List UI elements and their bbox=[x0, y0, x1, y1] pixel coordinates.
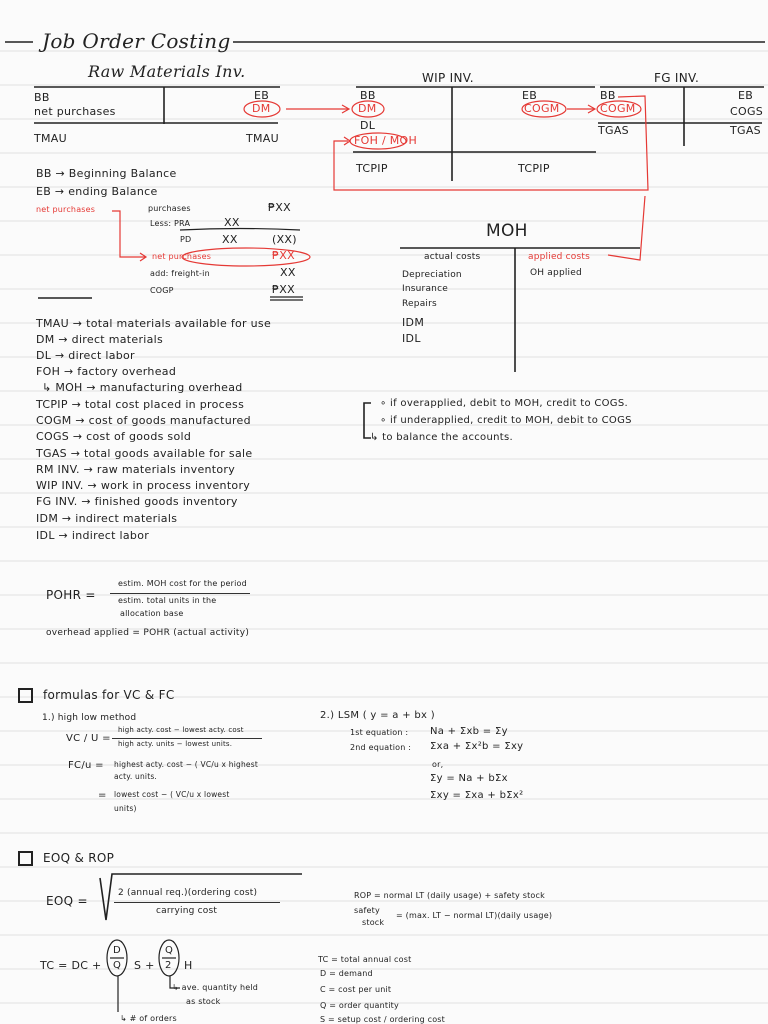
checkbox-icon[interactable] bbox=[18, 688, 33, 703]
lsm-eq2: Σxa + Σx²b = Σxy bbox=[430, 741, 524, 752]
overhead-applied: overhead applied = POHR (actual activity) bbox=[46, 628, 250, 638]
rm-tmau-right: TMAU bbox=[246, 132, 279, 145]
np-line-3-col2: (XX) bbox=[272, 233, 297, 246]
abbrev-tcpip: TCPIP → total cost placed in process bbox=[36, 398, 245, 411]
legend-q: Q = order quantity bbox=[320, 1001, 399, 1010]
tc-h: H bbox=[184, 959, 193, 972]
tc-d: D bbox=[113, 945, 122, 956]
eoq-fraction-bar bbox=[114, 902, 280, 903]
safety-stock-label-1: safety bbox=[354, 906, 380, 915]
np-line-4-col2: ₱XX bbox=[272, 249, 295, 262]
tc-q1: Q bbox=[113, 960, 122, 971]
legend-tc: TC = total annual cost bbox=[318, 955, 412, 964]
orders-cut: ↳ # of orders bbox=[120, 1014, 177, 1023]
wip-foh-moh: FOH / MOH bbox=[354, 134, 418, 147]
wip-cogm: COGM bbox=[524, 102, 560, 115]
wip-title: WIP INV. bbox=[422, 71, 474, 85]
moh-oh-applied: OH applied bbox=[530, 268, 582, 278]
lsm-alt-1: Σy = Na + bΣx bbox=[430, 773, 508, 784]
moh-note-underapplied: ∘ if underapplied, credit to MOH, debit to COGS bbox=[380, 415, 632, 426]
pohr-denominator-2: allocation base bbox=[120, 609, 184, 618]
eoq-rop-heading bbox=[18, 851, 114, 866]
np-line-5-col2: XX bbox=[280, 266, 296, 279]
wip-dl: DL bbox=[360, 119, 376, 132]
wip-bb: BB bbox=[360, 89, 376, 102]
vcu-numerator: high acty. cost − lowest acty. cost bbox=[118, 726, 244, 734]
rm-eb: EB bbox=[254, 89, 270, 102]
net-purchases-label: net purchases bbox=[36, 205, 96, 214]
np-line-5-label: add: freight-in bbox=[150, 269, 210, 278]
eoq-denominator: carrying cost bbox=[156, 906, 218, 916]
lsm-eq1: Na + Σxb = Σy bbox=[430, 726, 508, 737]
fg-tgas-right: TGAS bbox=[730, 124, 761, 137]
abbrev-dm: DM → direct materials bbox=[36, 333, 164, 346]
moh-title: MOH bbox=[486, 221, 528, 241]
fg-title: FG INV. bbox=[654, 71, 700, 85]
safety-stock-formula: = (max. LT − normal LT)(daily usage) bbox=[396, 911, 553, 920]
np-line-2-label: Less: PRA bbox=[150, 219, 191, 228]
abbrev-tmau: TMAU → total materials available for use bbox=[36, 317, 272, 330]
abbrev-idm: IDM → indirect materials bbox=[36, 512, 178, 525]
abbrev-rm-inv: RM INV. → raw materials inventory bbox=[36, 463, 236, 476]
np-line-6-col2: ₱XX bbox=[272, 283, 295, 296]
checkbox-icon[interactable] bbox=[18, 851, 33, 866]
abbrev-bb: BB → Beginning Balance bbox=[36, 167, 177, 180]
safety-stock-label-2: stock bbox=[362, 918, 385, 927]
abbrev-wip-inv: WIP INV. → work in process inventory bbox=[36, 479, 251, 492]
wip-eb: EB bbox=[522, 89, 538, 102]
abbrev-moh: ↳ MOH → manufacturing overhead bbox=[42, 381, 243, 394]
moh-idl: IDL bbox=[402, 332, 421, 345]
pohr-label: POHR = bbox=[46, 588, 96, 602]
lsm-title: 2.) LSM ( y = a + bx ) bbox=[320, 710, 435, 721]
eoq-numerator: 2 (annual req.)(ordering cost) bbox=[118, 888, 258, 898]
abbrev-dl: DL → direct labor bbox=[36, 349, 135, 362]
legend-s: S = setup cost / ordering cost bbox=[320, 1015, 446, 1024]
np-line-4-label: net purchases bbox=[152, 252, 212, 261]
eoq-label: EOQ = bbox=[46, 894, 88, 908]
np-line-2-col1: XX bbox=[224, 216, 240, 229]
lsm-or: or, bbox=[432, 760, 444, 769]
fcu-line-1: highest acty. cost − ( VC/u x highest bbox=[114, 760, 258, 769]
wip-dm: DM bbox=[358, 102, 377, 115]
tc-left: TC = DC + bbox=[40, 959, 102, 972]
fg-cogs: COGS bbox=[730, 105, 764, 118]
moh-note-overapplied: ∘ if overapplied, debit to MOH, credit to COGS. bbox=[380, 398, 628, 409]
tc-s: S + bbox=[134, 959, 155, 972]
vcu-fraction-bar bbox=[112, 738, 262, 739]
pohr-fraction-bar bbox=[110, 593, 250, 594]
lsm-alt-2: Σxy = Σxa + bΣx² bbox=[430, 790, 524, 801]
fg-tgas-left: TGAS bbox=[598, 124, 629, 137]
legend-c: C = cost per unit bbox=[320, 985, 392, 994]
abbrev-cogm: COGM → cost of goods manufactured bbox=[36, 414, 251, 427]
np-line-6-label: COGP bbox=[150, 286, 174, 295]
raw-materials-title: Raw Materials Inv. bbox=[88, 62, 246, 81]
fg-cogm: COGM bbox=[600, 102, 636, 115]
moh-repairs: Repairs bbox=[402, 299, 437, 309]
rop-formula: ROP = normal LT (daily usage) + safety stock bbox=[354, 891, 545, 900]
np-line-3-col1: XX bbox=[222, 233, 238, 246]
abbrev-cogs: COGS → cost of goods sold bbox=[36, 430, 192, 443]
moh-idm: IDM bbox=[402, 316, 425, 329]
np-line-1-col2: ₱XX bbox=[268, 201, 291, 214]
pohr-numerator: estim. MOH cost for the period bbox=[118, 579, 247, 588]
vc-fc-heading-text: formulas for VC & FC bbox=[43, 688, 175, 702]
fcu-equals: = bbox=[98, 790, 107, 801]
abbrev-eb: EB → ending Balance bbox=[36, 185, 158, 198]
moh-depreciation: Depreciation bbox=[402, 270, 462, 280]
fcu-line-4: units) bbox=[114, 804, 137, 813]
vcu-denominator: high acty. units − lowest units. bbox=[118, 740, 233, 748]
ave-quantity-2: as stock bbox=[186, 997, 221, 1006]
rm-net-purchases: net purchases bbox=[34, 105, 116, 118]
abbrev-tgas: TGAS → total goods available for sale bbox=[36, 447, 253, 460]
rm-dm: DM bbox=[252, 102, 271, 115]
moh-note-balance: ↳ to balance the accounts. bbox=[370, 432, 513, 443]
eoq-rop-heading-text: EOQ & ROP bbox=[43, 851, 115, 865]
vcu-label: VC / U = bbox=[66, 733, 111, 744]
fg-bb: BB bbox=[600, 89, 616, 102]
fcu-label: FC/u = bbox=[68, 760, 104, 771]
lsm-eq1-label: 1st equation : bbox=[350, 728, 409, 737]
abbrev-foh: FOH → factory overhead bbox=[36, 365, 177, 378]
pohr-denominator-1: estim. total units in the bbox=[118, 596, 217, 605]
page-title: Job Order Costing bbox=[42, 29, 231, 53]
moh-insurance: Insurance bbox=[402, 284, 448, 294]
wip-tcpip-left: TCPIP bbox=[356, 162, 388, 175]
abbrev-fg-inv: FG INV. → finished goods inventory bbox=[36, 495, 238, 508]
abbrev-idl: IDL → indirect labor bbox=[36, 529, 150, 542]
wip-tcpip-right: TCPIP bbox=[518, 162, 550, 175]
tc-2: 2 bbox=[165, 960, 172, 971]
fg-eb: EB bbox=[738, 89, 754, 102]
vc-fc-heading bbox=[18, 688, 175, 703]
ave-quantity-1: ↳ ave. quantity held bbox=[172, 983, 259, 992]
fcu-line-3: lowest cost − ( VC/u x lowest bbox=[114, 790, 230, 799]
rm-bb: BB bbox=[34, 91, 50, 104]
lsm-eq2-label: 2nd equation : bbox=[350, 743, 412, 752]
np-line-3-label: PD bbox=[180, 235, 192, 244]
high-low-title: 1.) high low method bbox=[42, 713, 137, 723]
rm-tmau-left: TMAU bbox=[34, 132, 67, 145]
legend-d: D = demand bbox=[320, 969, 373, 978]
moh-applied-header: applied costs bbox=[528, 252, 591, 262]
np-line-1-label: purchases bbox=[148, 204, 191, 213]
moh-actual-header: actual costs bbox=[424, 252, 481, 262]
fcu-line-2: acty. units. bbox=[114, 772, 158, 781]
tc-q2: Q bbox=[165, 945, 174, 956]
